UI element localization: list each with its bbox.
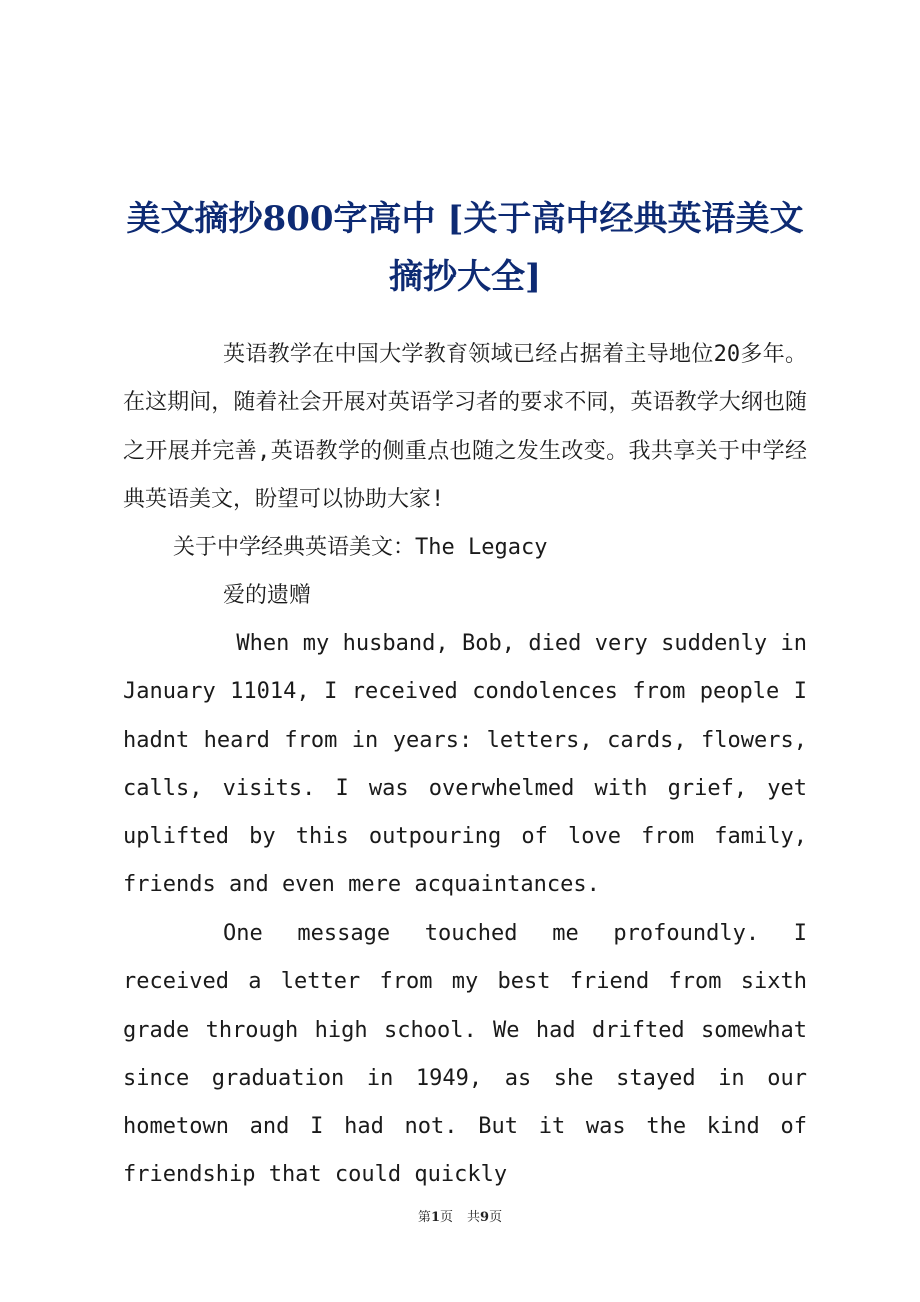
story-paragraph-2: One message touched me profoundly. I received a letter from my best friend from sixth grade through high school. We had drifted somewhat since graduation in 1949, as she stayed in our hometown and I had not. But it was the kind of friendship that could quickly <box>123 921 807 1188</box>
page-footer <box>0 1206 920 1225</box>
page-prefix: 第 <box>417 1210 431 1225</box>
page-current: 1 <box>430 1210 440 1225</box>
article-heading: 关于中学经典英语美文：The Legacy <box>173 535 548 560</box>
page-suffix: 页 <box>439 1210 453 1225</box>
story-paragraph-1: When my husband, Bob, died very suddenly in January 11014, I received condolences from people I hadnt heard from in years: letters, cards, flowers, calls, visits. I was overwhelmed with grief, yet uplifted by this outpouring of love from family, friends and even mere acquaintances. <box>123 631 821 898</box>
total-suffix: 页 <box>489 1210 503 1225</box>
intro-paragraph: 英语教学在中国大学教育领域已经占据着主导地位20多年。在这期间，随着社会开展对英语学习者的要求不同，英语教学大纲也随之开展并完善,英语教学的侧重点也随之发生改变。我共享关于中学经典英语美文，盼望可以协助大家! <box>123 342 807 512</box>
total-prefix: 共 <box>467 1210 481 1225</box>
article-subtitle: 爱的遗赠 <box>223 583 312 608</box>
page-total: 9 <box>480 1210 490 1225</box>
document-title: 美文摘抄800字高中 [关于高中经典英语美文摘抄大全] <box>126 199 804 297</box>
